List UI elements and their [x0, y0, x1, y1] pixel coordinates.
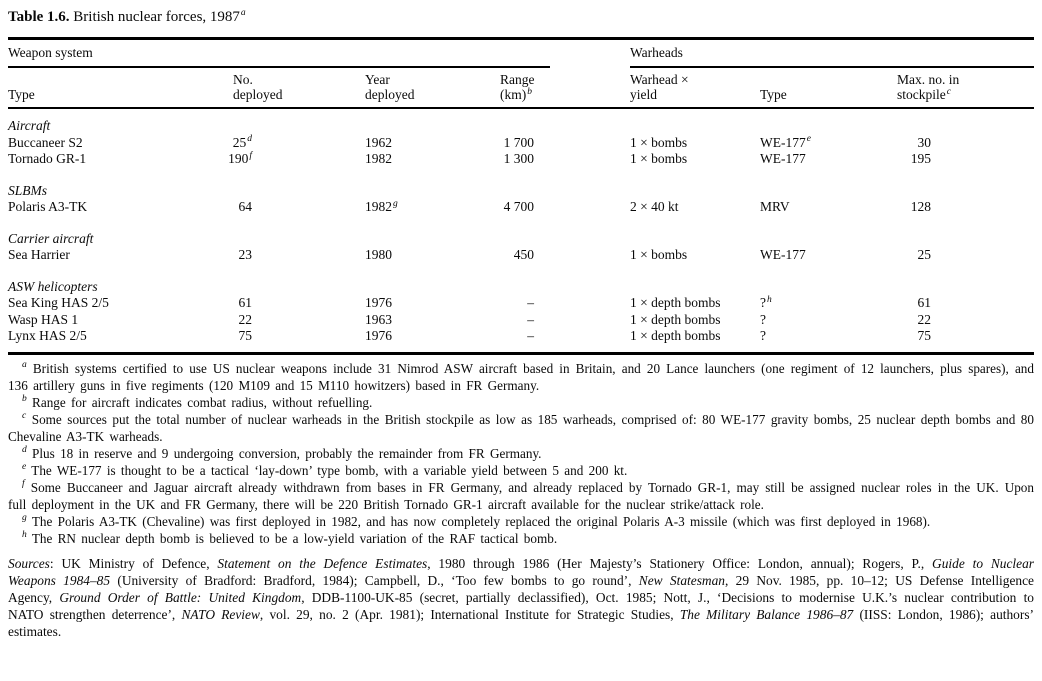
cell-range: – [527, 311, 534, 327]
cell-range: – [527, 328, 534, 343]
group-header-warheads: Warheads [630, 44, 1034, 68]
table-number: Table 1.6. [8, 9, 70, 25]
cell-type: Sea Harrier [8, 247, 70, 262]
section-header-carrier-aircraft: Carrier aircraft [8, 230, 94, 246]
cell-type: Wasp HAS 1 [8, 311, 79, 327]
section-header-aircraft: Aircraft [8, 118, 51, 133]
table-title-text: British nuclear forces, 1987 [69, 9, 240, 25]
cell-max-stockpile: 75 [917, 328, 931, 343]
cell-year-deployed: 1963 [365, 311, 392, 327]
col-header-no-deployed: No. deployed [233, 72, 283, 102]
cell-no-deployed: 22 [238, 311, 252, 327]
cell-type: Sea King HAS 2/5 [8, 295, 109, 310]
cell-warhead-type: MRV [760, 199, 790, 214]
cell-type: Lynx HAS 2/5 [8, 328, 87, 343]
cell-max-stockpile: 61 [917, 295, 931, 310]
footnote-ref-a: a [240, 8, 246, 18]
footnote-c: $^c$ Some sources put the total number of nuclear warheads in the British stockpile as low as 185 warheads, comprised of: 80 WE-177 gravity bombs, 25 nuclear depth bombs and 80 Chevaline A3-TK warheads. [8, 411, 1034, 444]
footnote-g: $^g$ The Polaris A3-TK (Chevaline) was first deployed in 1982, and has now completely replaced the original Polaris A-3 missile (which was first deployed in 1968). [22, 513, 931, 529]
cell-year-deployed: 1962 [365, 134, 392, 150]
cell-warhead-yield: 1 × bombs [630, 151, 688, 166]
table-row-buccaneer-s2 [8, 135, 1034, 152]
table-row-sea-king [8, 295, 1034, 312]
table-row-sea-harrier [8, 247, 1034, 264]
col-header-year-deployed: Year deployed [365, 72, 415, 102]
col-header-warhead-yield: Warhead × yield [630, 72, 689, 102]
table-row-polaris-a3tk [8, 199, 1034, 216]
cell-year-deployed: 1976 [365, 295, 392, 310]
cell-no-deployed: 75 [238, 328, 252, 343]
cell-no-deployed: 190$^f$ [228, 150, 252, 166]
cell-range: 4 700 [503, 199, 534, 214]
cell-warhead-type: ? [760, 311, 766, 327]
cell-warhead-yield: 2 × 40 kt [630, 199, 679, 214]
cell-warhead-yield: 1 × depth bombs [630, 328, 721, 343]
cell-type: Polaris A3-TK [8, 199, 88, 214]
cell-type: Buccaneer S2 [8, 134, 83, 150]
cell-warhead-type: WE-177 [760, 247, 806, 262]
footnote-d: $^d$ Plus 18 in reserve and 9 undergoing conversion, probably the remainder from FR Germany. [22, 445, 542, 461]
cell-no-deployed: 64 [238, 199, 252, 214]
table-row-wasp [8, 312, 1034, 329]
table-body [8, 109, 1034, 355]
col-header-warhead-type: Type [760, 87, 787, 102]
table-column-header-row [8, 68, 1034, 109]
cell-no-deployed: 61 [238, 295, 252, 310]
footnotes-block [8, 360, 1034, 547]
cell-year-deployed: 1976 [365, 328, 392, 343]
cell-warhead-type: WE-177e [760, 134, 811, 150]
cell-range: 1 300 [503, 151, 534, 166]
cell-warhead-yield: 1 × depth bombs [630, 311, 721, 327]
footnote-e: $^e$ The WE-177 is thought to be a tactical ‘lay-down’ type bomb, with a variable yield between 5 and 200 kt. [22, 462, 628, 478]
footnote-f: $^f$ Some Buccaneer and Jaguar aircraft already withdrawn from bases in FR Germany, and already replaced by Tornado GR-1, may still be assigned nuclear roles in the UK. Upon full deployment in the UK and FR Germany, there will be 220 British Tornado GR-1 aircraft available for the nuclear strike/attack role. [8, 479, 1034, 512]
cell-no-deployed: 23 [238, 247, 252, 262]
cell-warhead-yield: 1 × bombs [630, 134, 688, 150]
group-header-weapon-system: Weapon system [8, 44, 550, 68]
cell-max-stockpile: 25 [917, 247, 931, 262]
section-header-asw-helicopters: ASW helicopters [8, 278, 98, 294]
cell-type: Tornado GR-1 [8, 151, 87, 166]
cell-warhead-type: ?$^h$ [760, 294, 772, 310]
col-header-range: Range (km)$^b$ [500, 72, 535, 102]
footnote-a: $^a$ British systems certified to use US nuclear weapons include 31 Nimrod ASW aircraft based in Britain, and 20 Lance launchers (one regiment of 12 launchers, plus spares), and 136 artillery guns in five regiments (120 M109 and 15 M110 howitzers) based in FR Germany. [8, 360, 1034, 393]
cell-max-stockpile: 30 [917, 134, 931, 150]
cell-no-deployed: 25$^d$ [232, 134, 252, 150]
table-group-header-row [8, 37, 1034, 68]
cell-warhead-type: WE-177 [760, 151, 806, 166]
cell-warhead-type: ? [760, 328, 766, 343]
table-caption [8, 8, 1034, 26]
table-row-lynx [8, 328, 1034, 345]
cell-max-stockpile: 22 [917, 311, 931, 327]
col-header-max-stockpile: Max. no. in stockpile$^c$ [897, 72, 960, 102]
sources-paragraph: Sources: UK Ministry of Defence, Statement on the Defence Estimates, 1980 through 1986 (Her Majesty’s Stationery Office: London, annual); Rogers, P., Guide to Nuclear Weapons 1984–85 (University of Bradford: Bradford, 1984); Campbell, D., ‘Too few bombs to go round’, New Statesman, 29 Nov. 1985, pp. 10–12; US Defense Intelligence Agency, Ground Order of Battle: United Kingdom, DDB-1100-UK-85 (secret, partially declassified), Oct. 1985; Nott, J., ‘Decisions to modernise U.K.’s nuclear contribution to NATO strengthen deterrence’, NATO Review, vol. 29, no. 2 (Apr. 1981); International Institute for Strategic Studies, The Military Balance 1986–87 (IISS: London, 1986); authors’ estimates. [8, 555, 1035, 639]
group-header-gap [550, 44, 630, 68]
section-header-slbms: SLBMs [8, 182, 48, 198]
nuclear-forces-table [8, 37, 1034, 355]
cell-range: 450 [513, 247, 534, 262]
cell-max-stockpile: 128 [910, 199, 931, 214]
cell-warhead-yield: 1 × bombs [630, 247, 688, 262]
table-row-tornado-gr1 [8, 151, 1034, 168]
cell-year-deployed: 1980 [365, 247, 392, 262]
cell-max-stockpile: 195 [910, 151, 931, 166]
cell-range: – [527, 295, 534, 310]
cell-range: 1 700 [503, 134, 534, 150]
footnote-h: $^h$ The RN nuclear depth bomb is believed to be a low-yield variation of the RAF tactical bomb. [22, 530, 558, 546]
col-header-type: Type [8, 87, 35, 102]
cell-year-deployed: 1982$^g$ [365, 198, 398, 214]
cell-warhead-yield: 1 × depth bombs [630, 295, 721, 310]
cell-year-deployed: 1982 [365, 151, 392, 166]
footnote-b: $^b$ Range for aircraft indicates combat radius, without refuelling. [22, 394, 373, 410]
